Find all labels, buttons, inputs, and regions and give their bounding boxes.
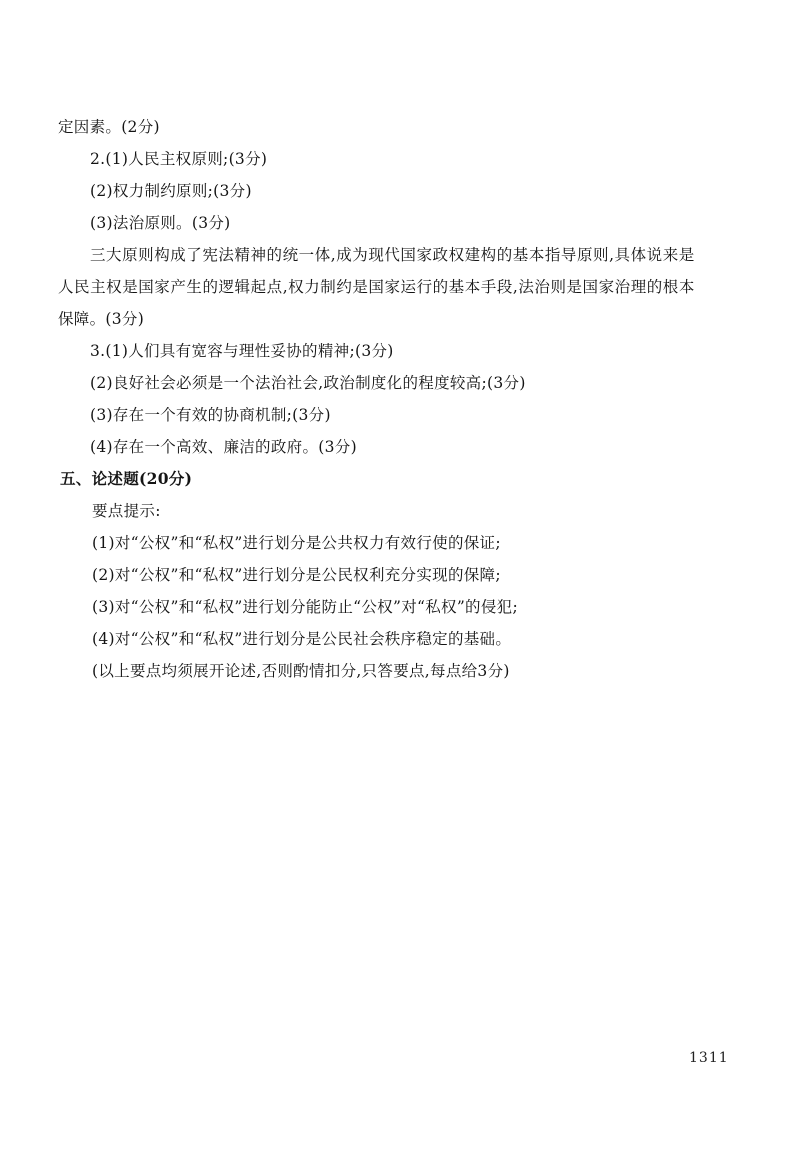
- section-line: (2)对“公权”和“私权”进行划分是公民权利充分实现的保障;: [92, 566, 501, 584]
- section-line: (以上要点均须展开论述,否则酌情扣分,只答要点,每点给3分): [92, 662, 510, 680]
- answer-line: 三大原则构成了宪法精神的统一体,成为现代国家政权建构的基本指导原则,具体说来是: [90, 246, 695, 264]
- section-line: (1)对“公权”和“私权”进行划分是公共权力有效行使的保证;: [92, 534, 501, 552]
- section-line: 要点提示:: [92, 502, 161, 520]
- section-heading: 五、论述题(20分): [60, 469, 193, 488]
- section-line: (3)对“公权”和“私权”进行划分能防止“公权”对“私权”的侵犯;: [92, 598, 518, 616]
- answer-line: 人民主权是国家产生的逻辑起点,权力制约是国家运行的基本手段,法治则是国家治理的根本: [58, 278, 695, 296]
- answer-line: 3.(1)人们具有宽容与理性妥协的精神;(3分): [90, 342, 394, 360]
- answer-line: 定因素。(2分): [58, 118, 160, 136]
- answer-line: (4)存在一个高效、廉洁的政府。(3分): [90, 438, 357, 456]
- answer-line: (2)权力制约原则;(3分): [90, 182, 252, 200]
- page-number: 1311: [689, 1050, 729, 1066]
- answer-line: (2)良好社会必须是一个法治社会,政治制度化的程度较高;(3分): [90, 374, 526, 392]
- answer-line: (3)法治原则。(3分): [90, 214, 231, 232]
- answer-line: (3)存在一个有效的协商机制;(3分): [90, 406, 331, 424]
- answer-line: 保障。(3分): [58, 310, 145, 328]
- section-line: (4)对“公权”和“私权”进行划分是公民社会秩序稳定的基础。: [92, 630, 512, 648]
- answer-line: 2.(1)人民主权原则;(3分): [90, 150, 268, 168]
